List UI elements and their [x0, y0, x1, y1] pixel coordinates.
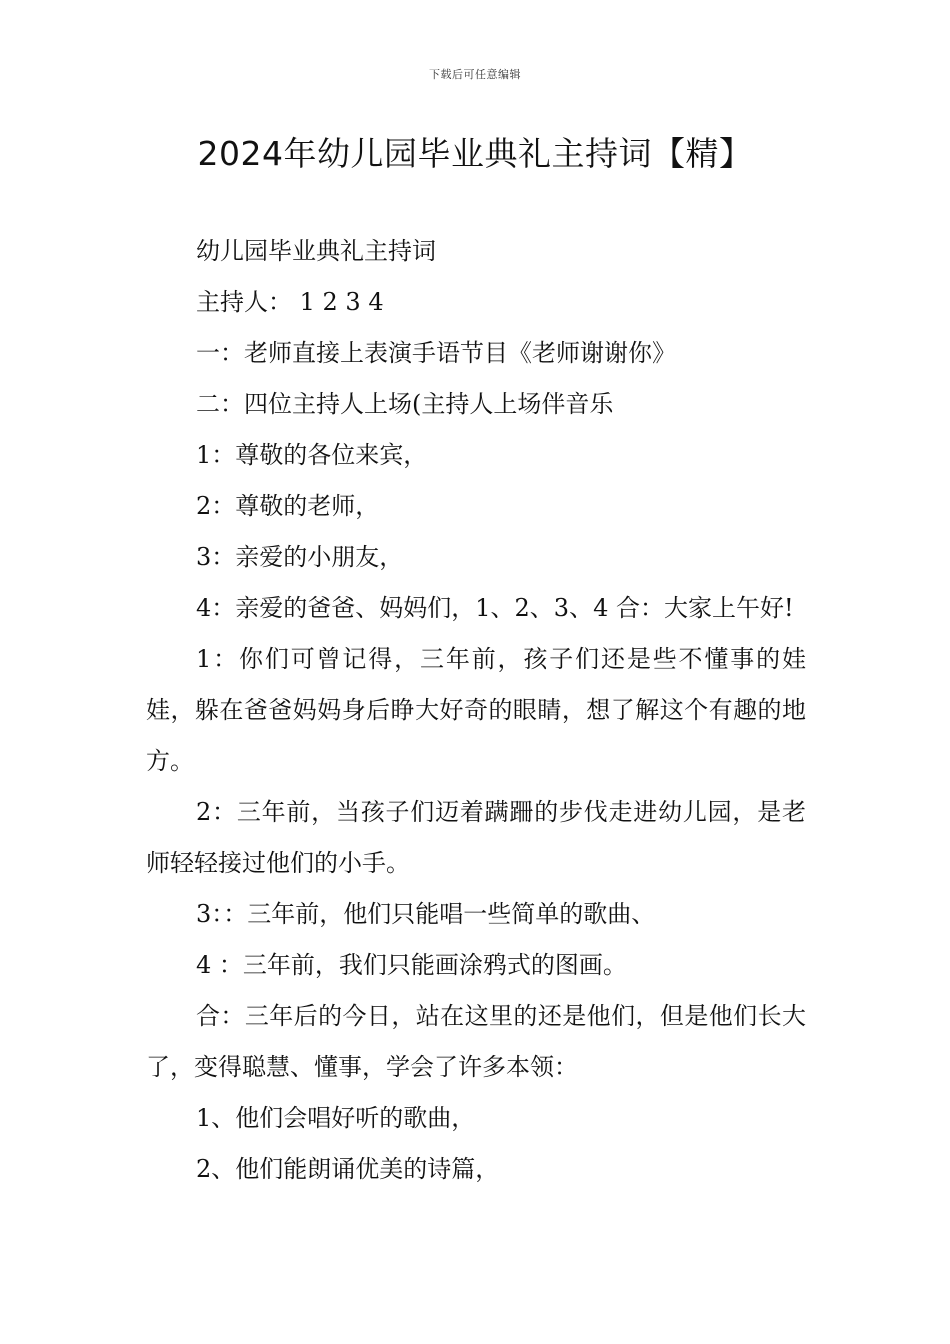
paragraph: 二：四位主持人上场(主持人上场伴音乐	[196, 390, 614, 418]
paragraph: 2、他们能朗诵优美的诗篇，	[196, 1155, 500, 1183]
paragraph: 一：老师直接上表演手语节目《老师谢谢你》	[196, 339, 676, 367]
paragraph: 2：三年前，当孩子们迈着蹒跚的步伐走进幼儿园，是老师轻轻接过他们的小手。	[146, 798, 806, 877]
paragraph: 2：尊敬的老师，	[196, 492, 380, 520]
document-title: 2024年幼儿园毕业典礼主持词【精】	[197, 134, 753, 173]
document-body	[146, 226, 806, 1195]
paragraph: 4 ：三年前，我们只能画涂鸦式的图画。	[196, 951, 627, 979]
header-note: 下载后可任意编辑	[429, 68, 521, 81]
paragraph: 幼儿园毕业典礼主持词	[196, 237, 436, 265]
paragraph: 1、他们会唱好听的歌曲，	[196, 1104, 476, 1132]
paragraph: 1：尊敬的各位来宾，	[196, 441, 428, 469]
paragraph: 4：亲爱的爸爸、妈妈们，1、2、3、4 合：大家上午好!	[196, 594, 794, 622]
paragraph: 1：你们可曾记得，三年前，孩子们还是些不懂事的娃娃，躲在爸爸妈妈身后睁大好奇的眼睛，想了解这个有趣的地方。	[146, 645, 806, 775]
paragraph: 合：三年后的今日，站在这里的还是他们，但是他们长大了，变得聪慧、懂事，学会了许多本领：	[146, 1002, 806, 1081]
paragraph: 主持人： 1 2 3 4	[196, 288, 384, 316]
paragraph: 3：：三年前，他们只能唱一些简单的歌曲、	[196, 900, 656, 928]
paragraph: 3：亲爱的小朋友，	[196, 543, 404, 571]
